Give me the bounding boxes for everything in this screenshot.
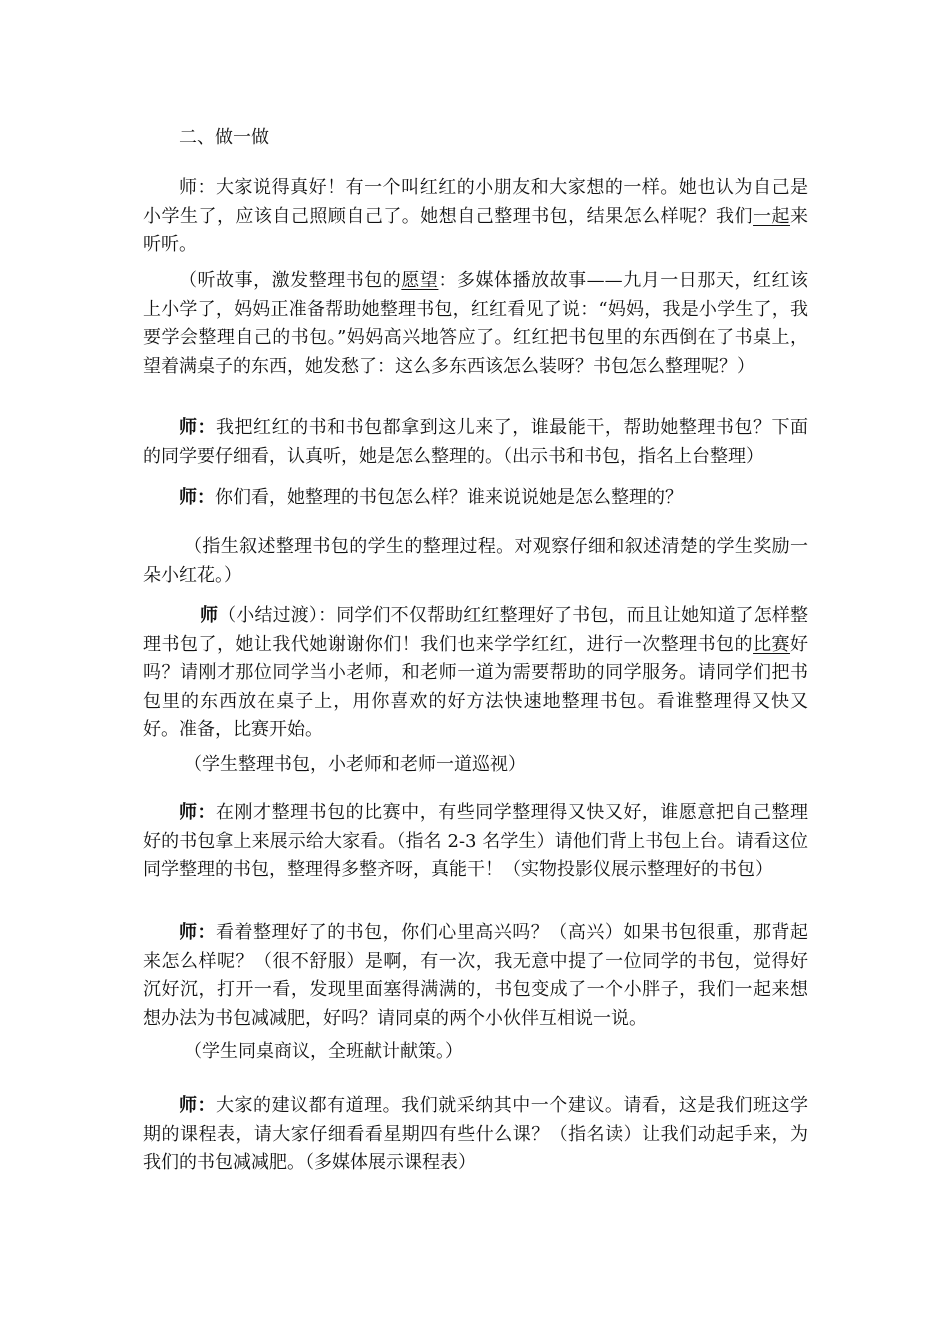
- speaker-label: 师：: [179, 417, 217, 438]
- paragraph-2: （听故事，激发整理书包的愿望：多媒体播放故事——九月一日那天，红红该上小学了，妈妈正准备帮助她整理书包，红红看见了说：“妈妈，我是小学生了，我要学会整理自己的书包。”妈妈高兴地答应了。红红把书包里的东西倒在了书桌上，望着满桌子的东西，她发愁了：这么多东西该怎么装呀？书包怎么整理呢？）: [143, 270, 808, 377]
- paragraph-6: 师（小结过渡）：同学们不仅帮助红红整理好了书包，而且让她知道了怎样整理书包了，她让我代她谢谢你们！我们也来学学红红，进行一次整理书包的比赛好吗？请刚才那位同学当小老师，和老师一道为需要帮助的同学服务。请同学们把书包里的东西放在桌子上，用你喜欢的好方法快速地整理书包。看谁整理得又快又好。准备，比赛开始。: [143, 605, 809, 741]
- speaker-label: 师: [200, 605, 219, 626]
- paragraph-7: （学生整理书包，小老师和老师一道巡视）: [184, 754, 526, 775]
- section-heading: 二、做一做: [179, 127, 269, 148]
- paragraph-11: 师：大家的建议都有道理。我们就采纳其中一个建议。请看，这是我们班这学期的课程表，请大家仔细看看星期四有些什么课？（指名读）让我们动起手来，为我们的书包减减肥。（多媒体展示课程表）: [143, 1095, 808, 1174]
- underlined-text: 比赛: [753, 633, 791, 655]
- paragraph-5: （指生叙述整理书包的学生的整理过程。对观察仔细和叙述清楚的学生奖励一朵小红花。）: [143, 536, 808, 586]
- paragraph-4: 师：你们看，她整理的书包怎么样？谁来说说她是怎么整理的？: [179, 487, 683, 508]
- speaker-label: 师：: [179, 1095, 217, 1116]
- paragraph-3: 师：我把红红的书和书包都拿到这儿来了，谁最能干，帮助她整理书包？下面的同学要仔细看，认真听，她是怎么整理的。（出示书和书包，指名上台整理）: [143, 417, 808, 467]
- speaker-label: 师：: [179, 922, 217, 943]
- speaker-label: 师：: [179, 487, 215, 508]
- paragraph-1: 师：大家说得真好！有一个叫红红的小朋友和大家想的一样。她也认为自己是小学生了，应该自己照顾自己了。她想自己整理书包，结果怎么样呢？我们一起来听听。: [143, 177, 809, 256]
- underlined-text: 一起: [753, 205, 791, 227]
- underlined-text: 愿望: [401, 270, 439, 291]
- paragraph-10: （学生同桌商议，全班献计献策。）: [184, 1041, 463, 1062]
- speaker-label: 师：: [179, 802, 217, 823]
- paragraph-8: 师：在刚才整理书包的比赛中，有些同学整理得又快又好，谁愿意把自己整理好的书包拿上来展示给大家看。（指名 2-3 名学生）请他们背上书包上台。请看这位同学整理的书包，整理得多整齐呀，真能干！（实物投影仪展示整理好的书包）: [143, 802, 808, 881]
- paragraph-9: 师：看着整理好了的书包，你们心里高兴吗？（高兴）如果书包很重，那背起来怎么样呢？（很不舒服）是啊，有一次，我无意中提了一位同学的书包，觉得好沉好沉，打开一看，发现里面塞得满满的，书包变成了一个小胖子，我们一起来想想办法为书包减减肥，好吗？请同桌的两个小伙伴互相说一说。: [143, 922, 808, 1029]
